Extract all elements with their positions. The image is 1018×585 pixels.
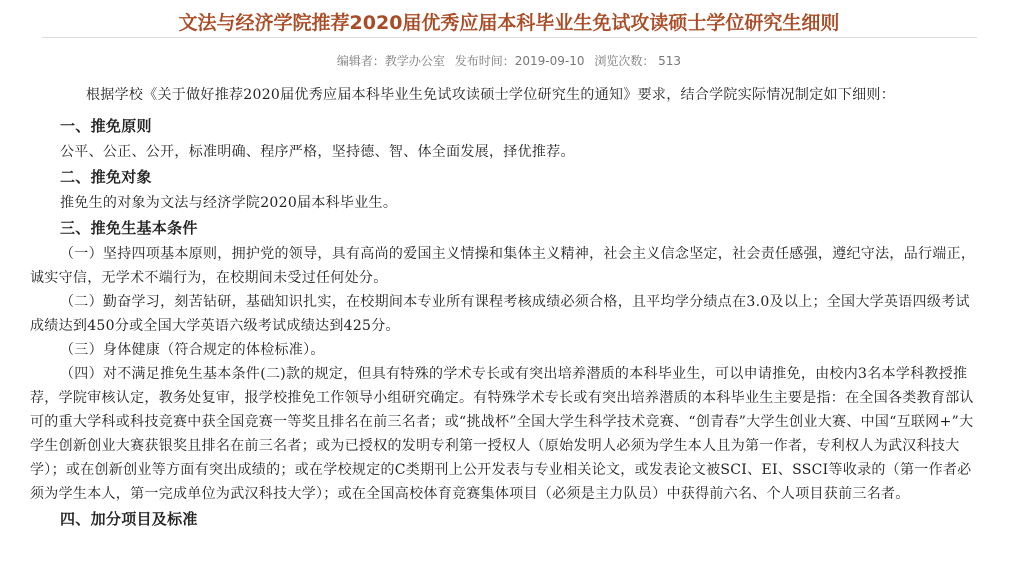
article-body (30, 82, 978, 533)
section-heading: 一、推免原则 (60, 117, 152, 135)
article-meta (0, 52, 1018, 69)
intro-paragraph: 根据学校《关于做好推荐2020届优秀应届本科毕业生免试攻读硕士学位研究生的通知》要求，结合学院实际情况制定如下细则： (86, 87, 896, 103)
article-title: 文法与经济学院推荐2020届优秀应届本科毕业生免试攻读硕士学位研究生细则 (178, 12, 840, 34)
paragraph: （二）勤奋学习，刻苦钻研，基础知识扎实，在校期间本专业所有课程考核成绩必须合格，且平均学分绩点在3.0及以上；全国大学英语四级考试成绩达到450分或全国大学英语六级考试成绩达到425分。 (30, 294, 970, 334)
paragraph: 公平、公正、公开，标准明确、程序严格，坚持德、智、体全面发展，择优推荐。 (60, 144, 575, 160)
meta-views: 浏览次数： 513 (594, 54, 682, 68)
title-divider (42, 37, 977, 38)
paragraph: （三）身体健康（符合规定的体检标准）。 (60, 342, 325, 358)
section-heading: 二、推免对象 (60, 168, 152, 186)
paragraph: 推免生的对象为文法与经济学院2020届本科毕业生。 (60, 195, 398, 211)
paragraph: （一）坚持四项基本原则，拥护党的领导，具有高尚的爱国主义情操和集体主义精神，社会主义信念坚定，社会责任感强，遵纪守法，品行端正，诚实守信，无学术不端行为，在校期间未受过任何处分。 (30, 246, 976, 286)
meta-published: 发布时间：2019-09-10 (454, 54, 585, 68)
section-heading: 四、加分项目及标准 (60, 510, 198, 528)
section-heading: 三、推免生基本条件 (60, 219, 198, 237)
meta-editor: 编辑者：教学办公室 (336, 54, 445, 68)
paragraph: （四）对不满足推免生基本条件(二)款的规定，但具有特殊的学术专长或有突出培养潜质的本科毕业生，可以申请推免，由校内3名本学科教授推荐，学院审核认定，教务处复审，报学校推免工作领导小组研究确定。有特殊学术专长或有突出培养潜质的本科毕业生主要是指：在全国各类教育部认可的重大学科或科技竞赛中获全国竞赛一等奖且排名在前三名者；或“挑战杯”全国大学生科学技术竞赛、“创青春”大学生创业大赛、中国“互联网+”大学生创新创业大赛获银奖且排名在前三名者；或为已授权的发明专利第一授权人（原始发明人必须为学生本人且为第一作者，专利权人为武汉科技大学）；或在创新创业等方面有突出成绩的；或在学校规定的C类期刊上公开发表与专业相关论文，或发表论文被SCI、EI、SSCI等收录的（第一作者必须为学生本人，第一完成单位为武汉科技大学）；或在全国高校体育竞赛集体项目（必须是主力队员）中获得前六名、个人项目获前三名者。 (30, 366, 974, 502)
